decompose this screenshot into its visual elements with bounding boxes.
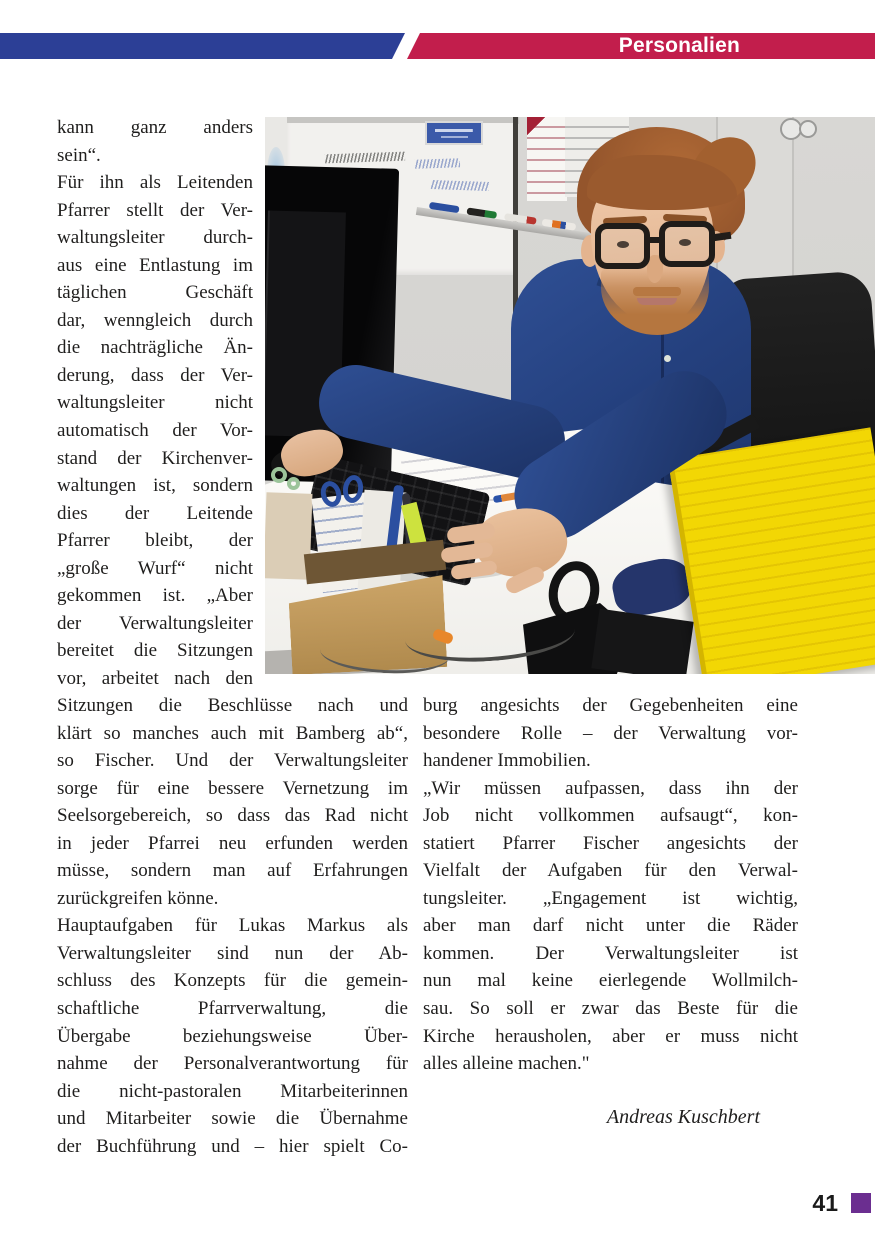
article-column-right	[423, 692, 798, 1130]
text-line: besondere Rolle – der Verwaltung vor-	[423, 722, 798, 744]
pinned-paper-red-corner	[527, 117, 567, 201]
text-line: müsse, sondern man auf Erfahrungen	[57, 860, 408, 882]
author-byline: Andreas Kuschbert	[606, 1105, 760, 1128]
text-line: kann ganz anders	[57, 117, 253, 138]
paragraph	[57, 169, 253, 692]
paragraph	[57, 912, 408, 1160]
text-line: der Verwaltungsleiter	[57, 612, 253, 634]
paragraph	[423, 775, 798, 1078]
text-line: Übergabe beziehungsweise Über-	[57, 1025, 408, 1047]
text-line: in jeder Pfarrei neu erfunden werden	[57, 832, 408, 854]
yellow-folder	[668, 427, 875, 674]
text-line: die nachträgliche Än-	[57, 337, 253, 359]
paragraph	[423, 692, 798, 775]
header-bar	[0, 33, 875, 59]
marker-orange	[542, 219, 577, 231]
text-line: dies der Leitende	[57, 502, 253, 524]
text-line: vor, arbeitet nach den	[57, 667, 253, 689]
footer-purple-square	[851, 1193, 871, 1213]
text-line: burg angesichts der Gegebenheiten eine	[423, 695, 798, 716]
wall-badge	[799, 120, 817, 138]
text-line: zurückgreifen könne.	[57, 887, 219, 909]
text-line: gekommen ist. „Aber	[57, 585, 253, 607]
text-line: sorge für eine bessere Vernetzung im	[57, 777, 408, 799]
glasses-right-lens	[659, 221, 715, 267]
text-line: der Buchführung und – hier spielt Co-	[57, 1135, 408, 1157]
text-line: schaftliche Pfarrverwaltung, die	[57, 998, 408, 1020]
ribbon-curl	[271, 467, 287, 483]
text-line: die nicht-pastoralen Mitarbeiterinnen	[57, 1080, 408, 1102]
text-line: stand der Kirchenver-	[57, 447, 253, 469]
text-line: tungsleiter. „Engagement ist wichtig,	[423, 887, 798, 909]
text-line: Für ihn als Leitenden	[57, 172, 253, 194]
text-line: Pfarrer stellt der Ver-	[57, 199, 253, 221]
text-line: derung, dass der Ver-	[57, 364, 253, 386]
text-line: statiert Pfarrer Fischer angesichts der	[423, 832, 798, 854]
man-mouth	[637, 298, 677, 305]
text-line: aber man darf nicht unter die Räder	[423, 915, 798, 937]
text-line: Pfarrer bleibt, der	[57, 530, 253, 552]
article-column-left	[57, 692, 408, 1160]
text-line: waltungsleiter nicht	[57, 392, 253, 414]
text-line: Kirche herausholen, aber er muss nicht	[423, 1025, 798, 1047]
article-column-narrow	[57, 114, 253, 692]
ribbon-curl	[287, 477, 300, 490]
text-line: klärt so manches auch mit Bamberg ab“,	[57, 722, 408, 744]
text-line: waltungen ist, sondern	[57, 475, 253, 497]
text-line: aus eine Entlastung im	[57, 254, 253, 276]
paragraph	[57, 692, 408, 912]
text-line: Sitzungen die Beschlüsse nach und	[57, 695, 408, 716]
glasses-bridge	[648, 237, 662, 243]
article-photo	[265, 117, 875, 674]
paragraph-continuation	[57, 114, 253, 169]
text-line: Verwaltungsleiter sind nun der Ab-	[57, 942, 408, 964]
shirt-button	[664, 355, 671, 362]
text-line: waltungsleiter durch-	[57, 227, 253, 249]
text-line: nahme der Personalverantwortung für	[57, 1053, 408, 1075]
text-line: täglichen Geschäft	[57, 282, 253, 304]
section-title: Personalien	[618, 34, 740, 57]
man-mustache	[633, 287, 681, 296]
marker-red	[504, 213, 537, 225]
text-line: kommen. Der Verwaltungsleiter ist	[423, 942, 798, 964]
text-line: bereitet die Sitzungen	[57, 640, 253, 662]
header-bar-blue-segment	[0, 33, 405, 59]
text-line: automatisch der Vor-	[57, 420, 253, 442]
text-line: „Wir müssen aufpassen, dass ihn der	[423, 777, 798, 799]
text-line: so Fischer. Und der Verwaltungsleiter	[57, 750, 408, 772]
text-line: Hauptaufgaben für Lukas Markus als	[57, 915, 408, 937]
text-line: Vielfalt der Aufgaben für den Verwal-	[423, 860, 798, 882]
text-line: und Mitarbeiter sowie die Übernahme	[57, 1108, 408, 1130]
glasses-left-lens	[595, 223, 650, 269]
page-number: 41	[812, 1189, 838, 1216]
text-line: dar, wenngleich durch	[57, 309, 253, 331]
text-line: nun mal keine eierlegende Wollmilch-	[423, 970, 798, 992]
text-line: „große Wurf“ nicht	[57, 557, 253, 579]
whiteboard-handwriting	[415, 158, 460, 169]
text-line: sein“.	[57, 144, 101, 166]
page-footer	[0, 1188, 875, 1218]
text-line: alles alleine machen."	[423, 1053, 590, 1075]
pinned-blue-sign	[425, 121, 483, 145]
text-line: Seelsorgebereich, so dass das Rad nicht	[57, 805, 408, 827]
text-line: sau. So soll er zwar das Beste für die	[423, 998, 798, 1020]
text-line: Job nicht vollkommen aufsaugt“, kon-	[423, 805, 798, 827]
text-line: schluss des Konzepts für die gemein-	[57, 970, 408, 992]
text-line: handener Immobilien.	[423, 750, 591, 772]
